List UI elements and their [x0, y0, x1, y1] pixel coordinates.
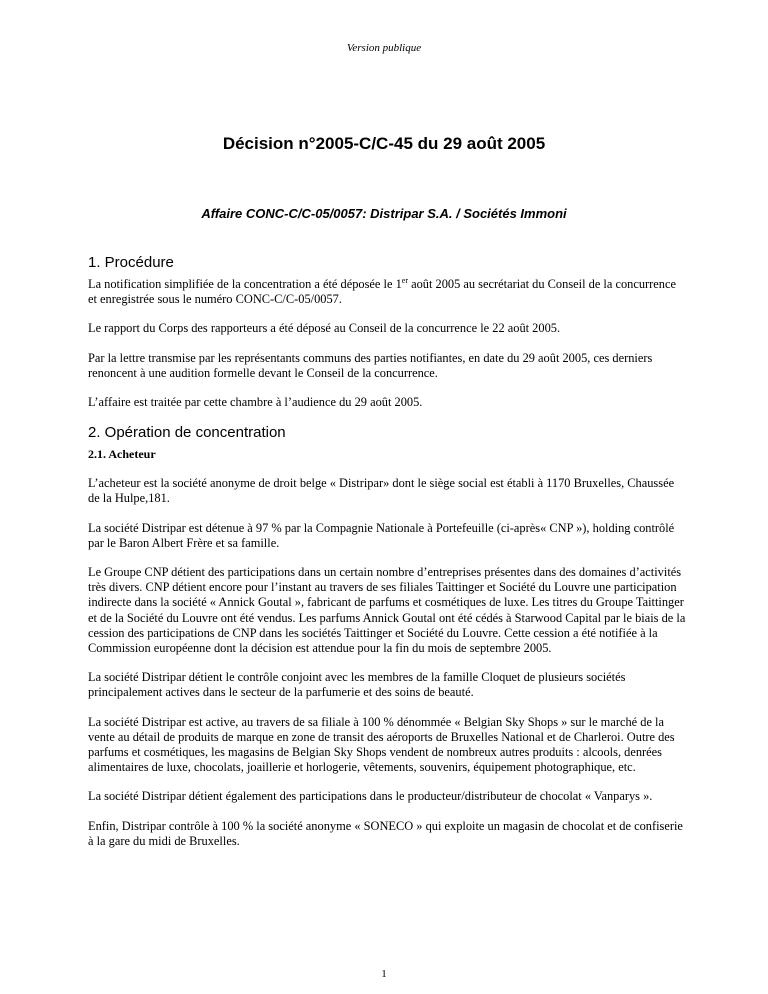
paragraph-vanparys: La société Distripar détient également des participations dans le producteur/distributeur de chocolat « Vanparys ».	[88, 789, 653, 804]
paragraph-soneco: Enfin, Distripar contrôle à 100 % la société anonyme « SONECO » qui exploite un magasin de chocolat et de confiserie à la gare du midi de Bruxelles.	[88, 818, 683, 848]
section-concentration	[88, 424, 688, 849]
document-body	[88, 254, 688, 863]
paragraph-ownership: La société Distripar est détenue à 97 % par la Compagnie Nationale à Portefeuille (ci-après« CNP »), holding contrôlé par le Baron Albert Frère et sa famille.	[88, 520, 675, 550]
page-number: 1	[381, 968, 387, 980]
section-procedure	[88, 254, 688, 410]
paragraph-cnp-group: Le Groupe CNP détient des participations dans un certain nombre d’entreprises présentes dans des domaines d’activités très divers. CNP détient encore pour l’instant au travers de ses filiales Taittinger et Société du Louvre une participation indirecte dans la société « Annick Goutal », fabricant de parfums et cosmétiques de luxe. Les titres du Groupe Taittinger et de la Société du Louvre ont été vendus. Les parfums Annick Goutal ont été cédés à Starwood Capital par le biais de la cession des participations de CNP dans les sociétés Taittinger et Société du Louvre. Cette cession a été notifiée à la Commission européenne dont la décision est attendue pour la fin du mois de septembre 2005.	[88, 565, 686, 656]
section-heading-procedure: 1. Procédure	[88, 254, 174, 271]
paragraph-report: Le rapport du Corps des rapporteurs a été déposé au Conseil de la concurrence le 22 août 2005.	[88, 321, 561, 336]
paragraph-hearing: L’affaire est traitée par cette chambre à l’audience du 29 août 2005.	[88, 395, 423, 410]
paragraph-buyer-identity: L’acheteur est la société anonyme de droit belge « Distripar» dont le siège social est établi à 1170 Bruxelles, Chaussée de la Hulpe,181.	[88, 476, 675, 506]
paragraph-sky-shops: La société Distripar est active, au travers de sa filiale à 100 % dénommée « Belgian Sky Shops » sur le marché de la vente au détail de produits de marque en zone de transit des aéroports de Bruxelles National et de Charleroi. Outre des parfums et cosmétiques, les magasins de Belgian Sky Shops vendent de nombreux autres produits : alcools, denrées alimentaires de luxe, chocolats, joaillerie et horlogerie, vêtements, souvenirs, équipement photographique, etc.	[88, 714, 675, 775]
paragraph-letter: Par la lettre transmise par les représentants communs des parties notifiantes, en date du 29 août 2005, ces derniers renoncent à une audition formelle devant le Conseil de la concurrence.	[88, 350, 653, 380]
paragraph-notification-start: La notification simplifiée de la concentration a été déposée le 1	[88, 277, 402, 291]
paragraph-notification-end: août 2005 au secrétariat du Conseil de la concurrence et enregistrée sous le numéro CONC-C/C-05/0057.	[88, 277, 676, 307]
paragraph-notification	[88, 277, 688, 307]
ordinal-superscript: er	[401, 275, 408, 285]
version-note: Version publique	[346, 42, 422, 54]
paragraph-joint-control: La société Distripar détient le contrôle conjoint avec les membres de la famille Cloquet de plusieurs sociétés principalement actives dans le secteur de la parfumerie et des soins de beauté.	[88, 670, 626, 700]
section-heading-concentration: 2. Opération de concentration	[88, 424, 286, 442]
subsection-heading-buyer: 2.1. Acheteur	[88, 447, 156, 462]
decision-title: Décision n°2005-C/C-45 du 29 août 2005	[222, 134, 546, 153]
case-subtitle: Affaire CONC-C/C-05/0057: Distripar S.A. / Sociétés Immoni	[201, 206, 567, 221]
